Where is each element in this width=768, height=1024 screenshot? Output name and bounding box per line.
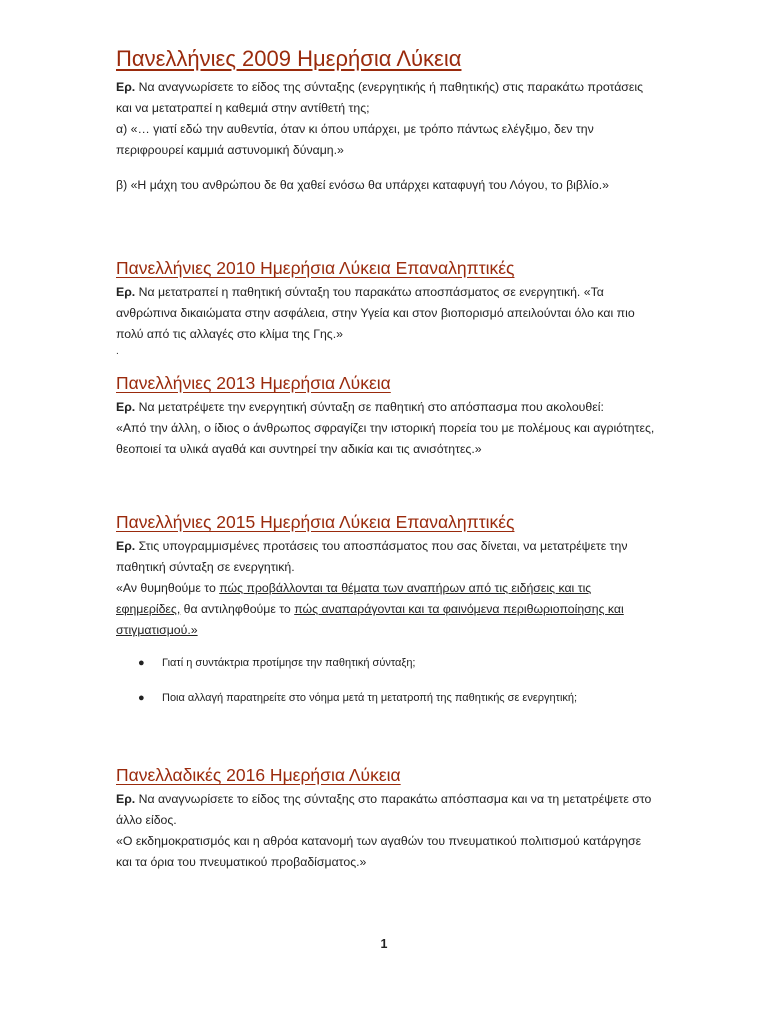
section-title-2013: Πανελλήνιες 2013 Ημερήσια Λύκεια — [116, 373, 391, 393]
question-text: Να μετατραπεί η παθητική σύνταξη του παρακάτω αποσπάσματος σε ενεργητική. «Τα ανθρώπινα δικαιώματα στην ασφάλεια, στην Υγεία και στον βιοπορισμό απειλούνται όλο και πιο πολύ από τις αλλαγές στο κλίμα της Γης.» — [116, 285, 635, 341]
quote-start: «Αν θυμηθούμε το — [116, 581, 220, 595]
quote-2016: «Ο εκδημοκρατισμός και η αθρόα κατανομή των αγαθών του πνευματικού πολιτισμού κατάργησε και τα όρια του πνευματικού προβαδίσματος.» — [116, 834, 642, 869]
bullet-icon: ● — [138, 657, 145, 669]
spacer — [116, 359, 656, 371]
question-text: Να μετατρέψετε την ενεργητική σύνταξη σε παθητική στο απόσπασμα που ακολουθεί: — [135, 400, 604, 414]
list-item — [116, 655, 656, 671]
question-2010 — [116, 282, 656, 345]
list-item — [116, 690, 656, 706]
spacer — [116, 460, 656, 510]
section-2016 — [116, 763, 656, 873]
question-label: Ερ. — [116, 285, 136, 299]
sub-question-list — [116, 655, 656, 706]
section-title-2009: Πανελλήνιες 2009 Ημερήσια Λύκεια — [116, 46, 462, 71]
question-label: Ερ. — [116, 792, 136, 806]
spacer — [116, 196, 656, 256]
section-title-2015: Πανελλήνιες 2015 Ημερήσια Λύκεια Επαναληπτικές — [116, 512, 515, 532]
question-label: Ερ. — [116, 400, 136, 414]
section-title-2010: Πανελλήνιες 2010 Ημερήσια Λύκεια Επαναληπτικές — [116, 258, 515, 278]
section-2013 — [116, 371, 656, 460]
question-text: Να αναγνωρίσετε το είδος της σύνταξης (ενεργητικής ή παθητικής) στις παρακάτω προτάσεις και να μετατραπεί η καθεμιά στην αντίθετή της; — [116, 80, 644, 115]
spacer — [116, 725, 656, 763]
underlined-clause-1: πώς προβάλλονται τα θέματα των αναπήρων από τις ειδήσεις και τις εφημερίδες, — [116, 581, 592, 616]
section-2009 — [116, 44, 656, 196]
section-title-2016: Πανελλαδικές 2016 Ημερήσια Λύκεια — [116, 765, 401, 785]
sentence-b: β) «Η μάχη του ανθρώπου δε θα χαθεί ενόσω θα υπάρχει καταφυγή του Λόγου, το βιβλίο.» — [116, 178, 609, 192]
document-page — [116, 44, 656, 873]
section-2015 — [116, 510, 656, 706]
question-2015 — [116, 536, 656, 578]
question-label: Ερ. — [116, 80, 136, 94]
underlined-clause-2: πώς αναπαράγονται και τα φαινόμενα περιθωριοποίησης και στιγματισμού.» — [116, 602, 624, 637]
list-item-text: Γιατί η συντάκτρια προτίμησε την παθητική σύνταξη; — [162, 657, 416, 669]
quote-2015 — [116, 578, 656, 641]
question-2013 — [116, 397, 656, 418]
section-2010 — [116, 256, 656, 359]
quote-2013: «Από την άλλη, ο ίδιος ο άνθρωπος σφραγίζει την ιστορική πορεία του με πολέμους και αγριότητες, θεοποιεί τα υλικά αγαθά και συντηρεί την αδικία και τις ανισότητες.» — [116, 421, 655, 456]
stray-dot: . — [116, 346, 119, 357]
page-number: 1 — [380, 937, 388, 951]
bullet-icon: ● — [138, 692, 145, 704]
quote-middle: θα αντιληφθούμε το — [180, 602, 295, 616]
question-text: Στις υπογραμμισμένες προτάσεις του αποσπάσματος που σας δίνεται, να μετατρέψετε την παθητική σύνταξη σε ενεργητική. — [116, 539, 628, 574]
question-label: Ερ. — [116, 539, 136, 553]
sentence-a: α) «… γιατί εδώ την αυθεντία, όταν κι όπου υπάρχει, με τρόπο πάντως ελέγξιμο, δεν την περιφρουρεί καμμιά αστυνομική δύναμη.» — [116, 122, 594, 157]
question-2016 — [116, 789, 656, 831]
question-2009 — [116, 77, 656, 119]
list-item-text: Ποια αλλαγή παρατηρείτε στο νόημα μετά τη μετατροπή της παθητικής σε ενεργητική; — [162, 692, 578, 704]
question-text: Να αναγνωρίσετε το είδος της σύνταξης στο παρακάτω απόσπασμα και να τη μετατρέψετε στο άλλο είδος. — [116, 792, 652, 827]
